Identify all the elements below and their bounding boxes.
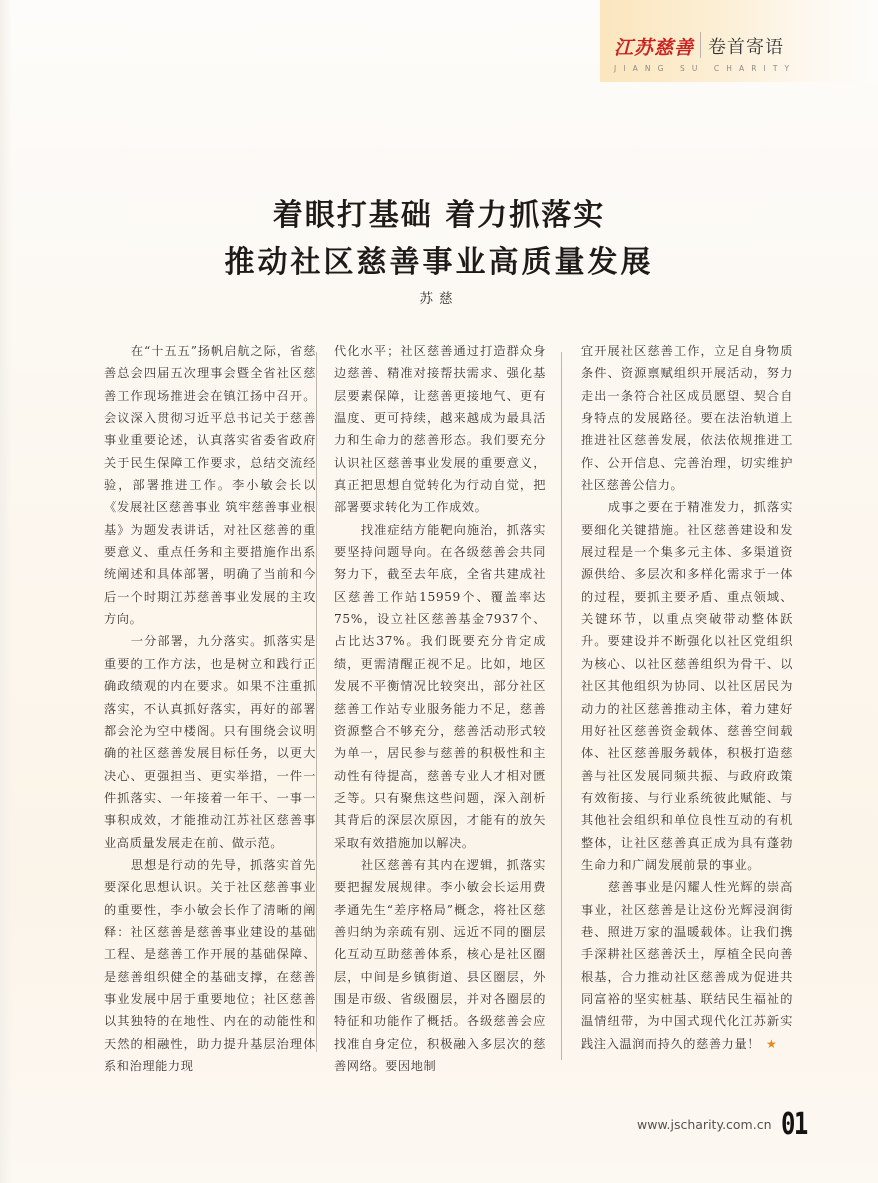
text-column-2 [334,340,546,1077]
page-edge-shadow [0,0,12,1183]
paragraph: 找准症结方能靶向施治，抓落实要坚持问题导向。在各级慈善会共同努力下，截至去年底，全省共建成社区慈善工作站15959个、覆盖率达75%，设立社区慈善基金7937个、占比达37%。我们既要充分肯定成绩，更需清醒正视不足。比如，地区发展不平衡情况比较突出，部分社区慈善工作站专业服务能力不足，慈善资源整合不够充分，慈善活动形式较为单一，居民参与慈善的积极性和主动性有待提高，慈善专业人才相对匮乏等。只有聚焦这些问题，深入剖析其背后的深层次原因，才能有的放矢采取有效措施加以解决。 [334,522,546,850]
paragraph: 在“十五五”扬帆启航之际，省慈善总会四届五次理事会暨全省社区慈善工作现场推进会在镇江扬中召开。会议深入贯彻习近平总书记关于慈善事业重要论述，认真落实省委省政府关于民生保障工作要求，总结交流经验，部署推进工作。李小敏会长以《发展社区慈善事业 筑牢慈善事业根基》为题发表讲话，对社区慈善的重要意义、重点任务和主要措施作出系统阐述和具体部署，明确了当前和今后一个时期江苏慈善事业发展的主攻方向。 [104,344,316,627]
paragraph: 一分部署，九分落实。抓落实是重要的工作方法，也是树立和践行正确政绩观的内在要求。如果不注重抓落实，不认真抓好落实，再好的部署都会沦为空中楼阁。只有围绕会议明确的社区慈善发展目标任务，以更大决心、更强担当、更实举措，一件一件抓落实、一年接着一年干、一事一事积成效，才能推动江苏社区慈善事业高质量发展走在前、做示范。 [104,634,316,850]
paragraph: 成事之要在于精准发力，抓落实要细化关键措施。社区慈善建设和发展过程是一个集多元主体、多渠道资源供给、多层次和多样化需求于一体的过程，要抓主要矛盾、重点领域、关键环节，以重点突破带动整体跃升。要建设并不断强化以社区党组织为核心、以社区慈善组织为骨干、以社区其他组织为协同、以社区居民为动力的社区慈善推动主体，着力建好用好社区慈善资金载体、慈善空间载体、社区慈善服务载体，积极打造慈善与社区发展同频共振、与政府政策有效衔接、与行业系统彼此赋能、与其他社会组织和单位良性互动的有机整体，让社区慈善真正成为具有蓬勃生命力和广阔发展前景的事业。 [581,500,793,872]
end-star-icon: ★ [766,1036,778,1051]
column-divider [561,352,562,1060]
page-number: 01 [781,1107,807,1142]
article-author: 苏慈 [419,291,459,307]
paragraph: 宜开展社区慈善工作，立足自身物质条件、资源禀赋组织开展活动，努力走出一条符合社区成员愿望、契合自身特点的发展路径。要在法治轨道上推进社区慈善发展，依法依规推进工作、公开信息、完善治理，切实维护社区慈善公信力。 [581,344,793,493]
article-title-line-2: 推动社区慈善事业高质量发展 [224,245,654,280]
article-title-line-1: 着眼打基础 着力抓落实 [272,198,606,233]
paragraph-text: 慈善事业是闪耀人性光辉的崇高事业，社区慈善是让这份光辉浸润街巷、照进万家的温暖载体。让我们携手深耕社区慈善沃土，厚植全民向善根基，合力推动社区慈善成为促进共同富裕的坚实桩基、联结民生福祉的温情纽带，为中国式现代化江苏新实践注入温润而持久的慈善力量！ [581,880,793,1051]
column-divider [316,352,317,1052]
text-column-3 [581,340,793,1055]
website-url: www.jscharity.com.cn [637,1117,772,1132]
section-name: 卷首寄语 [708,37,784,58]
paragraph [581,876,793,1055]
text-column-1 [104,340,316,1077]
brand-logo: 江苏慈善 [614,37,695,59]
brand-english: JIANG SU CHARITY [614,64,797,73]
paragraph: 代化水平；社区慈善通过打造群众身边慈善、精准对接帮扶需求、强化基层要素保障，让慈善更接地气、更有温度、更可持续，越来越成为最具活力和生命力的慈善形态。我们要充分认识社区慈善事业发展的重要意义，真正把思想自觉转化为行动自觉，把部署要求转化为工作成效。 [334,344,546,515]
paragraph: 思想是行动的先导，抓落实首先要深化思想认识。关于社区慈善事业的重要性，李小敏会长作了清晰的阐释：社区慈善是慈善事业建设的基础工程、是慈善工作开展的基础保障、是慈善组织健全的基础支撑，在慈善事业发展中居于重要地位；社区慈善以其独特的在地性、内在的动能性和天然的相融性，助力提升基层治理体系和治理能力现 [104,857,316,1073]
paragraph: 社区慈善有其内在逻辑，抓落实要把握发展规律。李小敏会长运用费孝通先生“差序格局”概念，将社区慈善归纳为亲疏有别、远近不同的圈层化互动互助慈善体系，核心是社区圈层，中间是乡镇街道、县区圈层，外围是市级、省级圈层，并对各圈层的特征和功能作了概括。各级慈善会应找准自身定位，积极融入多层次的慈善网络。要因地制 [334,857,546,1073]
badge-divider [700,32,701,58]
